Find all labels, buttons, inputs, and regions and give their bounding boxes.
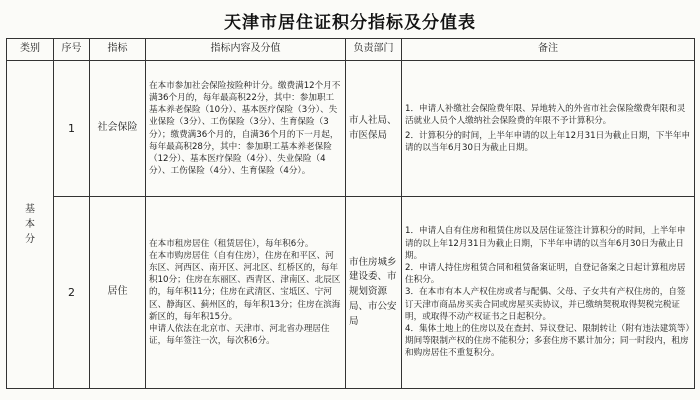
table-row: [7, 61, 695, 197]
seq-cell: 2: [54, 197, 90, 389]
notes-cell: [402, 197, 695, 389]
content-cell: 在本市参加社会保险按险种计分。缴费满12个月不满36个月的，每年最高积22分，其中：参加职工基本养老保险（10分）、基本医疗保险（3分）、失业保险（3分）、工伤保险（3分）、生育保险（3分）；缴费满36个月的，自满36个月的下一月起，每年最高积28分，其中：参加职工基本养老保险（12分）、基本医疗保险（4分）、失业保险（4分）、工伤保险（4分）、生育保险（4分）。: [146, 61, 346, 197]
seq-cell: 1: [54, 61, 90, 197]
indicator-cell: 居住: [90, 197, 146, 389]
header-content: 指标内容及分值: [146, 39, 346, 61]
note-text: 4．集体土地上的住房以及在查封、异议登记、限制转让（附有违法建筑等）期间等限制产权的住房不能积分；多套住房不累计加分；同一时段内，租房和购房居住不重复积分。: [405, 324, 690, 359]
header-row: [7, 39, 695, 61]
note-text: 1．申请人自有住房和租赁住房以及居住证签注计算积分的时间，上半年申请的以上年12月31日为截止日期，下半年申请的以当年6月30日为截止日期。: [405, 226, 686, 261]
indicator-cell: 社会保险: [90, 61, 146, 197]
department-cell: 市人社局、市医保局: [346, 61, 402, 197]
header-seq: 序号: [54, 39, 90, 61]
note-text: 2．申请人持住房租赁合同和租赁备案证明，自登记备案之日起计算租房居住积分。: [405, 262, 686, 286]
table-row: [7, 197, 695, 389]
table-body: [7, 61, 695, 389]
header-category: 类别: [7, 39, 54, 61]
content-text: 在本市租房居住（租赁居住），每年积6分。: [149, 238, 314, 249]
note-text: 3．在本市有本人产权住房或者与配偶、父母、子女共有产权住房的，自签订天津市商品房买卖合同或房屋买卖协议，并已缴纳契税取得契税完税证明，或取得不动产权证书之日起积分。: [405, 287, 686, 322]
header-indicator: 指标: [90, 39, 146, 61]
header-department: 负责部门: [346, 39, 402, 61]
content-cell: [146, 197, 346, 389]
content-text: 在本市购房居住（自有住房），住房在和平区、河东区、河西区、南开区、河北区、红桥区的，每年积10分；住房在东丽区、西青区、津南区、北辰区的，每年积11分；住房在武清区、宝坻区、宁河区、静海区、蓟州区的，每年积13分；住房在滨海新区的，每年积15分。: [149, 250, 341, 322]
content-text: 申请人依法在北京市、天津市、河北省办理居住证，每年签注一次，每次积6分。: [149, 324, 330, 347]
notes-cell: [402, 61, 695, 197]
note-text: 1．申请人补缴社会保险费年限、异地转入的外省市社会保险缴费年限和灵活就业人员个人缴纳社会保险费的年限不予计算积分。: [405, 103, 686, 126]
note-text: 2．计算积分的时间，上半年申请的以上年12月31日为截止日期，下半年申请的以当年6月30日为截止日期。: [405, 131, 691, 154]
header-notes: 备注: [402, 39, 695, 61]
table-header: [7, 39, 695, 61]
document-title: 天津市居住证积分指标及分值表: [224, 13, 476, 33]
score-table: [6, 38, 695, 389]
category-label: 基本分: [25, 204, 35, 245]
department-cell: 市住房城乡建设委、市规划资源局、市公安局: [346, 197, 402, 389]
category-cell: [7, 61, 54, 389]
